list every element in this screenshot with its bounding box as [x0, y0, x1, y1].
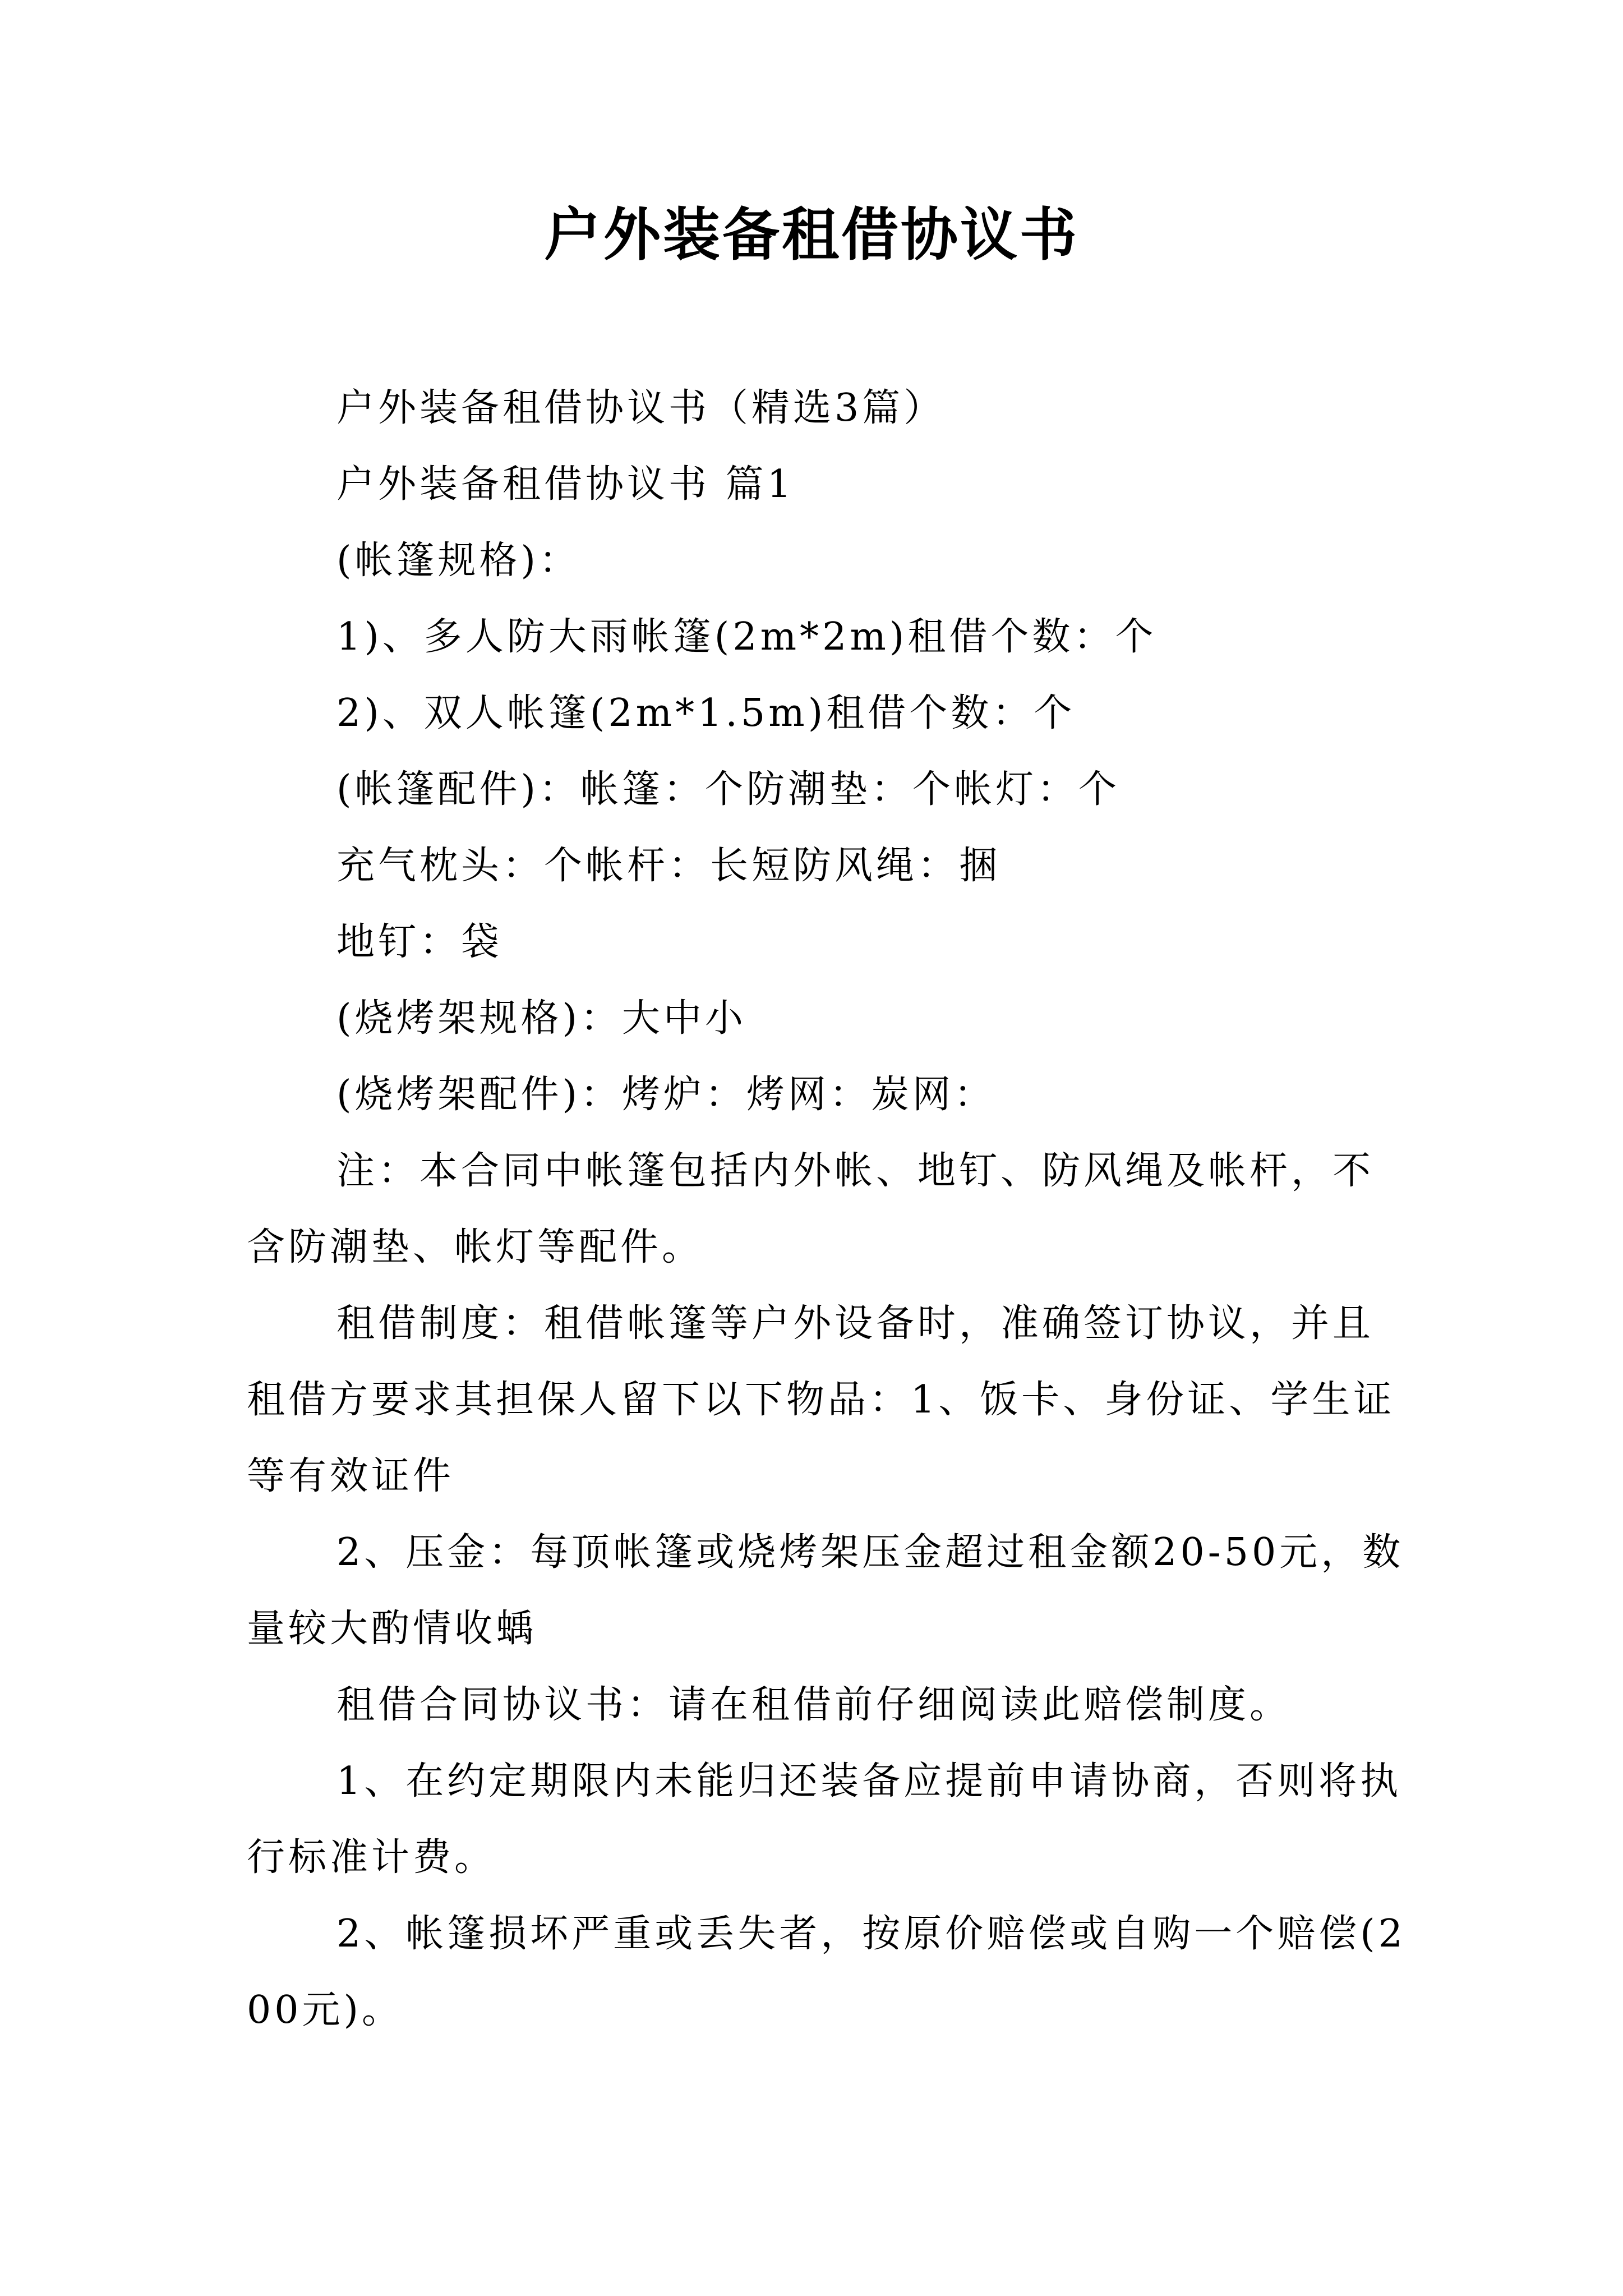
paragraph-deposit: 2、压金：每顶帐篷或烧烤架压金超过租金额20-50元，数量较大酌情收蝺: [247, 1530, 1404, 1651]
paragraph-tent-spec: (帐篷规格)：: [336, 539, 581, 583]
paragraph-grill-spec: (烧烤架规格)：大中小: [336, 996, 747, 1041]
paragraph-section-heading: 户外装备租借协议书 篇1: [336, 462, 795, 507]
paragraph-intro: 户外装备租借协议书（精选3篇）: [336, 386, 946, 430]
paragraph-ground-nails: 地钉：袋: [336, 920, 503, 964]
paragraph-tent-large: 1)、多人防大雨帐篷(2m*2m)租借个数：个: [336, 615, 1157, 659]
paragraph-contract-intro: 租借合同协议书：请在租借前仔细阅读此赔偿制度。: [336, 1683, 1292, 1727]
paragraph-tent-accessories: (帐篷配件)：帐篷：个防潮垫：个帐灯：个: [336, 767, 1121, 812]
paragraph-clause-1: 1、在约定期限内未能归还装备应提前申请协商，否则将执行标准计费。: [247, 1759, 1402, 1880]
paragraph-rental-policy: 租借制度：租借帐篷等户外设备时，准确签订协议，并且租借方要求其担保人留下以下物品：1、饭卡、身份证、学生证等有效证件: [247, 1301, 1395, 1498]
paragraph-tent-double: 2)、双人帐篷(2m*1.5m)租借个数：个: [336, 691, 1076, 735]
document-title: 户外装备租借协议书: [544, 202, 1079, 269]
document-body: [247, 370, 1408, 2049]
paragraph-clause-2: 2、帐篷损坏严重或丢失者，按原价赔偿或自购一个赔偿(200元)。: [247, 1912, 1407, 2032]
paragraph-pillow-poles: 充气枕头：个帐杆：长短防风绳：捆: [336, 844, 1001, 888]
paragraph-note: 注：本合同中帐篷包括内外帐、地钉、防风绳及帐杆，不含防潮垫、帐灯等配件。: [247, 1149, 1375, 1269]
paragraph-grill-accessories: (烧烤架配件)：烤炉：烤网：炭网：: [336, 1073, 996, 1117]
